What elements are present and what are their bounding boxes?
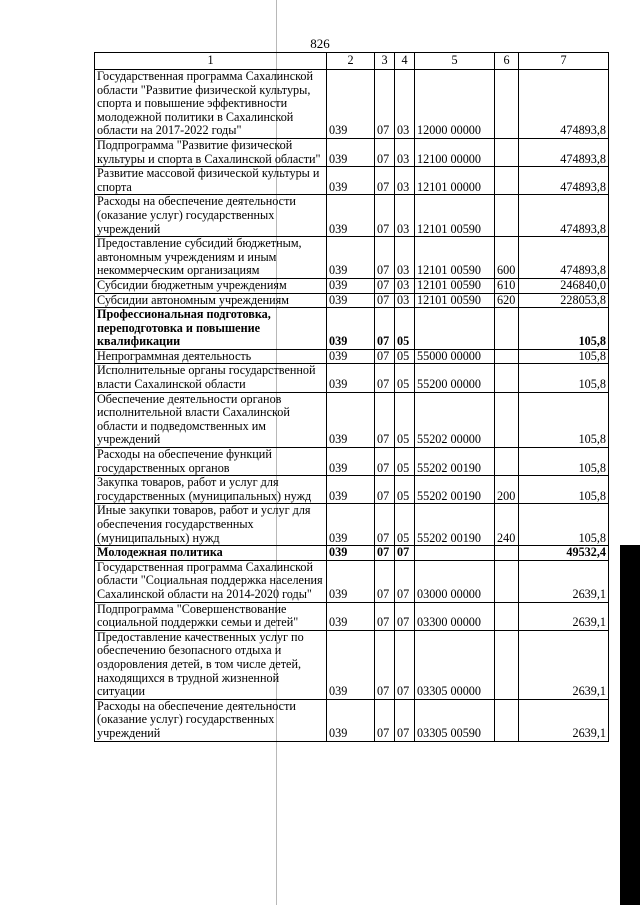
- header-col-3: 3: [375, 53, 395, 70]
- table-row: [95, 364, 609, 392]
- row-code-cell: 039: [327, 699, 375, 741]
- row-csr-cell: 55000 00000: [415, 349, 495, 364]
- row-section-cell: 07: [375, 630, 395, 699]
- table-row: [95, 546, 609, 561]
- row-code-cell: 039: [327, 546, 375, 561]
- row-csr-cell: 12101 00590: [415, 278, 495, 293]
- row-subsection-cell: 07: [395, 602, 415, 630]
- row-subsection-cell: 03: [395, 138, 415, 166]
- row-code-cell: 039: [327, 476, 375, 504]
- row-section-cell: 07: [375, 504, 395, 546]
- row-name-cell: Предоставление субсидий бюджетным, автономным учреждениям и иным некоммерческим организациям: [95, 237, 327, 279]
- row-subsection-cell: 07: [395, 560, 415, 602]
- row-name-cell: Подпрограмма "Совершенствование социальной поддержки семьи и детей": [95, 602, 327, 630]
- row-name-cell: Расходы на обеспечение деятельности (оказание услуг) государственных учреждений: [95, 699, 327, 741]
- row-csr-cell: 55202 00190: [415, 448, 495, 476]
- row-subsection-cell: 05: [395, 392, 415, 447]
- row-csr-cell: 03305 00000: [415, 630, 495, 699]
- row-amount-cell: 2639,1: [519, 630, 609, 699]
- row-amount-cell: 474893,8: [519, 138, 609, 166]
- row-code-cell: 039: [327, 195, 375, 237]
- row-section-cell: 07: [375, 237, 395, 279]
- row-csr-cell: 55202 00190: [415, 476, 495, 504]
- table-row: [95, 167, 609, 195]
- row-subsection-cell: 05: [395, 349, 415, 364]
- row-csr-cell: [415, 308, 495, 350]
- row-name-cell: Молодежная политика: [95, 546, 327, 561]
- row-amount-cell: 474893,8: [519, 167, 609, 195]
- row-csr-cell: 03300 00000: [415, 602, 495, 630]
- row-vr-cell: [495, 138, 519, 166]
- row-code-cell: 039: [327, 504, 375, 546]
- row-vr-cell: [495, 70, 519, 139]
- row-name-cell: Государственная программа Сахалинской области "Социальная поддержка населения Сахалинской области на 2014-2020 годы": [95, 560, 327, 602]
- row-vr-cell: [495, 546, 519, 561]
- row-name-cell: Исполнительные органы государственной власти Сахалинской области: [95, 364, 327, 392]
- row-vr-cell: [495, 560, 519, 602]
- row-csr-cell: 12101 00590: [415, 195, 495, 237]
- row-vr-cell: [495, 448, 519, 476]
- table-row: [95, 699, 609, 741]
- row-vr-cell: [495, 349, 519, 364]
- row-subsection-cell: 03: [395, 293, 415, 308]
- budget-table: [94, 52, 609, 742]
- row-subsection-cell: 07: [395, 546, 415, 561]
- row-subsection-cell: 07: [395, 630, 415, 699]
- row-vr-cell: [495, 392, 519, 447]
- row-subsection-cell: 03: [395, 70, 415, 139]
- row-subsection-cell: 03: [395, 195, 415, 237]
- row-csr-cell: 03000 00000: [415, 560, 495, 602]
- table-row: [95, 630, 609, 699]
- row-section-cell: 07: [375, 195, 395, 237]
- row-name-cell: Закупка товаров, работ и услуг для государственных (муниципальных) нужд: [95, 476, 327, 504]
- row-subsection-cell: 03: [395, 167, 415, 195]
- row-vr-cell: [495, 364, 519, 392]
- row-csr-cell: 12100 00000: [415, 138, 495, 166]
- row-csr-cell: 55202 00190: [415, 504, 495, 546]
- row-amount-cell: 105,8: [519, 448, 609, 476]
- row-amount-cell: 105,8: [519, 364, 609, 392]
- row-code-cell: 039: [327, 364, 375, 392]
- row-code-cell: 039: [327, 630, 375, 699]
- row-subsection-cell: 05: [395, 308, 415, 350]
- row-code-cell: 039: [327, 293, 375, 308]
- page-number: 826: [310, 36, 330, 51]
- row-name-cell: Расходы на обеспечение деятельности (оказание услуг) государственных учреждений: [95, 195, 327, 237]
- table-row: [95, 138, 609, 166]
- row-name-cell: Подпрограмма "Развитие физической культуры и спорта в Сахалинской области": [95, 138, 327, 166]
- row-csr-cell: 03305 00590: [415, 699, 495, 741]
- row-subsection-cell: 03: [395, 278, 415, 293]
- row-code-cell: 039: [327, 392, 375, 447]
- row-vr-cell: 610: [495, 278, 519, 293]
- table-body: [95, 70, 609, 742]
- header-col-6: 6: [495, 53, 519, 70]
- row-code-cell: 039: [327, 70, 375, 139]
- row-code-cell: 039: [327, 237, 375, 279]
- row-csr-cell: 12000 00000: [415, 70, 495, 139]
- table-row: [95, 560, 609, 602]
- header-row: [95, 53, 609, 70]
- row-section-cell: 07: [375, 167, 395, 195]
- row-vr-cell: 600: [495, 237, 519, 279]
- row-vr-cell: [495, 195, 519, 237]
- row-code-cell: 039: [327, 448, 375, 476]
- row-vr-cell: [495, 699, 519, 741]
- row-amount-cell: 2639,1: [519, 602, 609, 630]
- header-col-1: 1: [95, 53, 327, 70]
- row-vr-cell: [495, 308, 519, 350]
- header-col-2: 2: [327, 53, 375, 70]
- row-subsection-cell: 07: [395, 699, 415, 741]
- row-code-cell: 039: [327, 308, 375, 350]
- row-amount-cell: 2639,1: [519, 560, 609, 602]
- row-subsection-cell: 05: [395, 504, 415, 546]
- row-section-cell: 07: [375, 138, 395, 166]
- header-col-7: 7: [519, 53, 609, 70]
- row-section-cell: 07: [375, 476, 395, 504]
- row-name-cell: Субсидии бюджетным учреждениям: [95, 278, 327, 293]
- row-section-cell: 07: [375, 392, 395, 447]
- row-name-cell: Расходы на обеспечение функций государственных органов: [95, 448, 327, 476]
- table-row: [95, 448, 609, 476]
- row-amount-cell: 474893,8: [519, 70, 609, 139]
- row-name-cell: Предоставление качественных услуг по обеспечению безопасного отдыха и оздоровления детей, в том числе детей, находящихся в трудной жизненной ситуации: [95, 630, 327, 699]
- table-row: [95, 293, 609, 308]
- row-section-cell: 07: [375, 364, 395, 392]
- row-vr-cell: [495, 167, 519, 195]
- row-name-cell: Непрограммная деятельность: [95, 349, 327, 364]
- table-row: [95, 602, 609, 630]
- row-section-cell: 07: [375, 602, 395, 630]
- row-name-cell: Профессиональная подготовка, переподготовка и повышение квалификации: [95, 308, 327, 350]
- row-section-cell: 07: [375, 546, 395, 561]
- row-vr-cell: [495, 602, 519, 630]
- row-subsection-cell: 05: [395, 476, 415, 504]
- row-section-cell: 07: [375, 448, 395, 476]
- row-csr-cell: 12101 00590: [415, 237, 495, 279]
- row-name-cell: Государственная программа Сахалинской области "Развитие физической культуры, спорта и повышение эффективности молодежной политики в Сахалинской области на 2017-2022 годы": [95, 70, 327, 139]
- row-vr-cell: 240: [495, 504, 519, 546]
- table-row: [95, 349, 609, 364]
- row-section-cell: 07: [375, 308, 395, 350]
- row-amount-cell: 105,8: [519, 504, 609, 546]
- row-amount-cell: 105,8: [519, 476, 609, 504]
- row-section-cell: 07: [375, 560, 395, 602]
- row-csr-cell: 12101 00000: [415, 167, 495, 195]
- row-subsection-cell: 03: [395, 237, 415, 279]
- row-csr-cell: 55200 00000: [415, 364, 495, 392]
- row-vr-cell: 200: [495, 476, 519, 504]
- row-name-cell: Субсидии автономным учреждениям: [95, 293, 327, 308]
- row-amount-cell: 228053,8: [519, 293, 609, 308]
- row-section-cell: 07: [375, 278, 395, 293]
- row-amount-cell: 105,8: [519, 349, 609, 364]
- row-amount-cell: 49532,4: [519, 546, 609, 561]
- table-row: [95, 278, 609, 293]
- row-code-cell: 039: [327, 138, 375, 166]
- row-section-cell: 07: [375, 70, 395, 139]
- row-name-cell: Иные закупки товаров, работ и услуг для обеспечения государственных (муниципальных) нужд: [95, 504, 327, 546]
- row-vr-cell: [495, 630, 519, 699]
- row-csr-cell: [415, 546, 495, 561]
- row-code-cell: 039: [327, 349, 375, 364]
- row-subsection-cell: 05: [395, 448, 415, 476]
- row-amount-cell: 246840,0: [519, 278, 609, 293]
- row-section-cell: 07: [375, 293, 395, 308]
- row-code-cell: 039: [327, 278, 375, 293]
- row-subsection-cell: 05: [395, 364, 415, 392]
- header-col-4: 4: [395, 53, 415, 70]
- row-code-cell: 039: [327, 602, 375, 630]
- row-name-cell: Обеспечение деятельности органов исполнительной власти Сахалинской области и подведомственных им учреждений: [95, 392, 327, 447]
- row-csr-cell: 55202 00000: [415, 392, 495, 447]
- scan-black-edge: [620, 545, 640, 905]
- row-section-cell: 07: [375, 349, 395, 364]
- table-row: [95, 308, 609, 350]
- row-amount-cell: 474893,8: [519, 195, 609, 237]
- table-row: [95, 70, 609, 139]
- table-row: [95, 392, 609, 447]
- row-csr-cell: 12101 00590: [415, 293, 495, 308]
- row-code-cell: 039: [327, 560, 375, 602]
- row-name-cell: Развитие массовой физической культуры и спорта: [95, 167, 327, 195]
- row-amount-cell: 105,8: [519, 392, 609, 447]
- row-amount-cell: 105,8: [519, 308, 609, 350]
- table-row: [95, 237, 609, 279]
- table-row: [95, 195, 609, 237]
- row-section-cell: 07: [375, 699, 395, 741]
- row-amount-cell: 474893,8: [519, 237, 609, 279]
- table-row: [95, 504, 609, 546]
- header-col-5: 5: [415, 53, 495, 70]
- row-vr-cell: 620: [495, 293, 519, 308]
- table-row: [95, 476, 609, 504]
- row-code-cell: 039: [327, 167, 375, 195]
- row-amount-cell: 2639,1: [519, 699, 609, 741]
